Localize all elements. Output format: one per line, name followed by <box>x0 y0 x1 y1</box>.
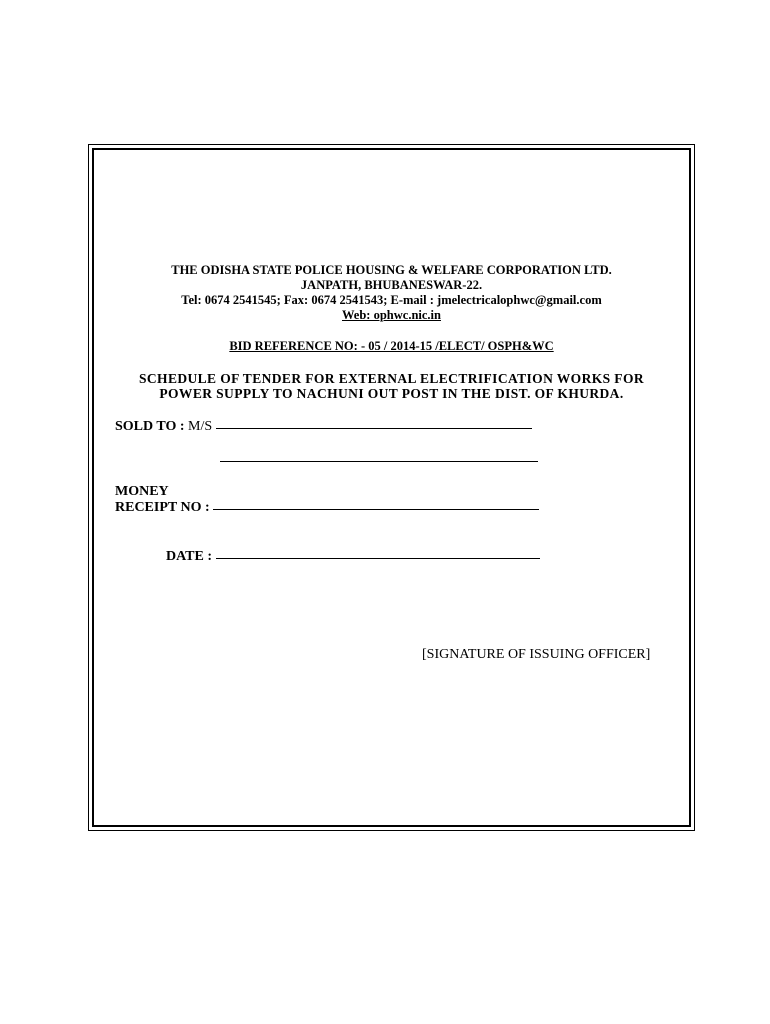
receipt-no-blank-line[interactable] <box>213 508 539 510</box>
receipt-no-label: RECEIPT NO : <box>115 500 210 515</box>
receipt-row <box>115 500 539 516</box>
schedule-title-line-1: SCHEDULE OF TENDER FOR EXTERNAL ELECTRIFICATION WORKS FOR <box>138 371 644 386</box>
document-border <box>88 144 695 831</box>
money-label: MONEY <box>115 484 169 499</box>
sold-to-prefix: M/S <box>188 419 213 434</box>
date-label: DATE : <box>166 549 213 564</box>
date-blank-line[interactable] <box>216 557 540 559</box>
date-row <box>166 549 540 565</box>
sold-to-continuation-line[interactable] <box>220 460 538 462</box>
document-border-inner <box>92 148 691 827</box>
bid-reference-number: BID REFERENCE NO: - 05 / 2014-15 /ELECT/ OSPH&WC <box>229 339 554 353</box>
contact-details: Tel: 0674 2541545; Fax: 0674 2541543; E-mail : jmelectricalophwc@gmail.com <box>181 293 602 307</box>
organization-address: JANPATH, BHUBANESWAR-22. <box>300 278 483 292</box>
sold-to-label: SOLD TO : <box>115 419 185 434</box>
sold-to-continuation-row <box>220 452 538 468</box>
schedule-title-line-2: POWER SUPPLY TO NACHUNI OUT POST IN THE DIST. OF KHURDA. <box>159 386 624 401</box>
website-line: Web: ophwc.nic.in <box>342 308 441 322</box>
organization-name: THE ODISHA STATE POLICE HOUSING & WELFARE CORPORATION LTD. <box>171 263 612 277</box>
sold-to-row <box>115 419 532 435</box>
signature-caption: [SIGNATURE OF ISSUING OFFICER] <box>422 647 651 662</box>
sold-to-blank-line[interactable] <box>216 427 532 429</box>
